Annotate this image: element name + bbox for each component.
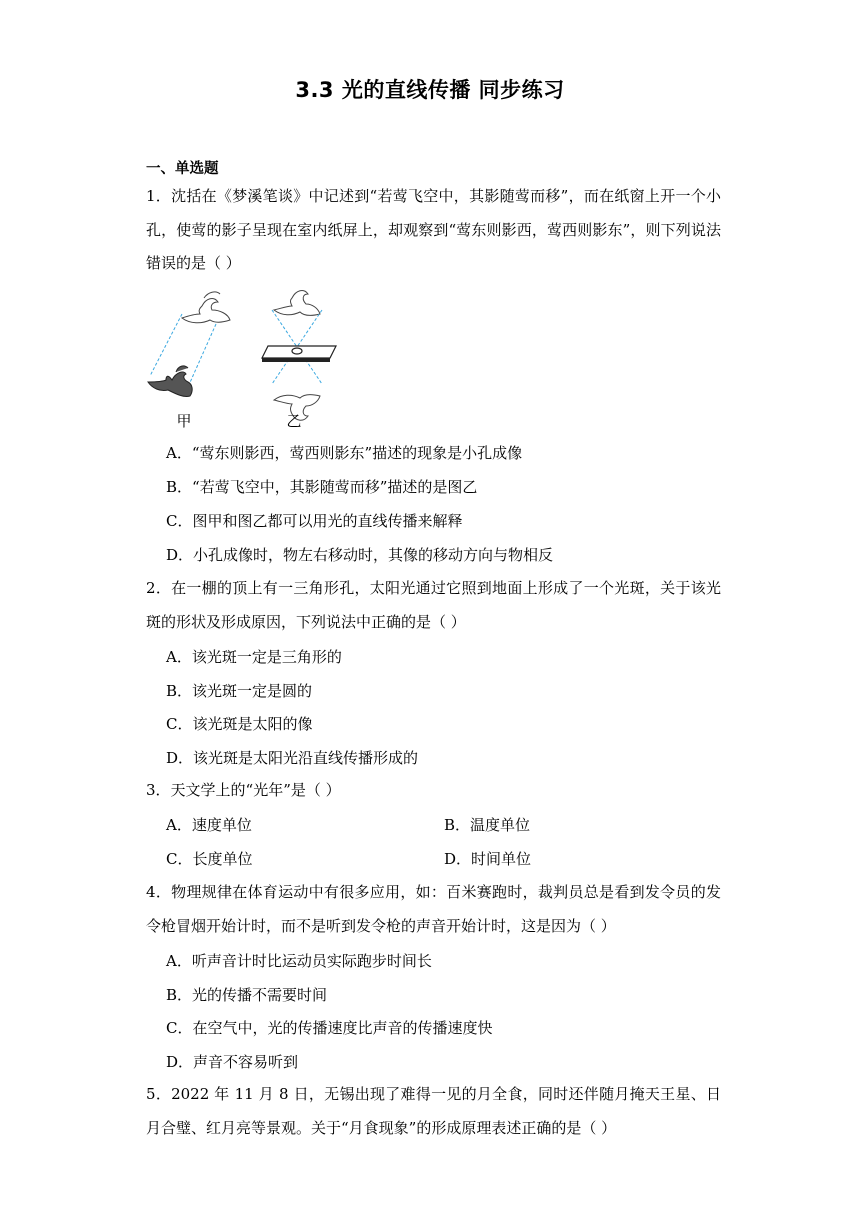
question-2-option-d: D．该光斑是太阳光沿直线传播形成的 <box>166 749 419 767</box>
question-2-option-b: B．该光斑一定是圆的 <box>166 682 313 700</box>
question-3-option-c: C．长度单位 <box>166 850 253 868</box>
question-3-option-a: A．速度单位 <box>166 816 252 834</box>
question-1-option-b: B．“若莺飞空中，其影随莺而移”描述的是图乙 <box>166 478 478 496</box>
question-1-option-c: C．图甲和图乙都可以用光的直线传播来解释 <box>166 512 463 530</box>
figure-bird-shadow <box>140 284 360 434</box>
figure-yi <box>262 291 336 421</box>
question-4-option-b: B．光的传播不需要时间 <box>166 986 328 1004</box>
question-4-stem: 4．物理规律在体育运动中有很多应用，如：百米赛跑时，裁判员总是看到发令员的发令枪冒烟开始计时，而不是听到发令枪的声音开始计时，这是因为（ ） <box>146 883 721 935</box>
question-4-option-d: D．声音不容易听到 <box>166 1053 299 1071</box>
page-title: 3.3 光的直线传播 同步练习 <box>295 78 565 102</box>
question-2-option-a: A．该光斑一定是三角形的 <box>166 648 342 666</box>
question-3-option-b: B．温度单位 <box>444 816 531 834</box>
figure-jia <box>148 292 230 397</box>
question-4-option-a: A．听声音计时比运动员实际跑步时间长 <box>166 952 432 970</box>
question-2-option-c: C．该光斑是太阳的像 <box>166 715 313 733</box>
question-3-option-d: D．时间单位 <box>444 850 532 868</box>
question-5-stem: 5．2022 年 11 月 8 日，无锡出现了难得一见的月全食，同时还伴随月掩天王星、日月合璧、红月亮等景观。关于“月食现象”的形成原理表述正确的是（ ） <box>146 1085 721 1137</box>
figure-label-yi: 乙 <box>286 412 302 430</box>
question-4-option-c: C．在空气中，光的传播速度比声音的传播速度快 <box>166 1019 493 1037</box>
question-1-option-d: D．小孔成像时，物左右移动时，其像的移动方向与物相反 <box>166 546 554 564</box>
question-2-stem: 2．在一棚的顶上有一三角形孔，太阳光通过它照到地面上形成了一个光斑，关于该光斑的形状及形成原因，下列说法中正确的是（ ） <box>146 579 721 631</box>
question-1-option-a: A．“莺东则影西，莺西则影东”描述的现象是小孔成像 <box>166 444 523 462</box>
figure-label-jia: 甲 <box>176 412 192 430</box>
question-3-stem: 3．天文学上的“光年”是（ ） <box>146 781 341 799</box>
section-heading: 一、单选题 <box>146 161 219 177</box>
question-1-stem: 1．沈括在《梦溪笔谈》中记述到“若莺飞空中，其影随莺而移”，而在纸窗上开一个小孔，使莺的影子呈现在室内纸屏上，却观察到“莺东则影西，莺西则影东”，则下列说法错误的是（ ） <box>146 187 721 272</box>
